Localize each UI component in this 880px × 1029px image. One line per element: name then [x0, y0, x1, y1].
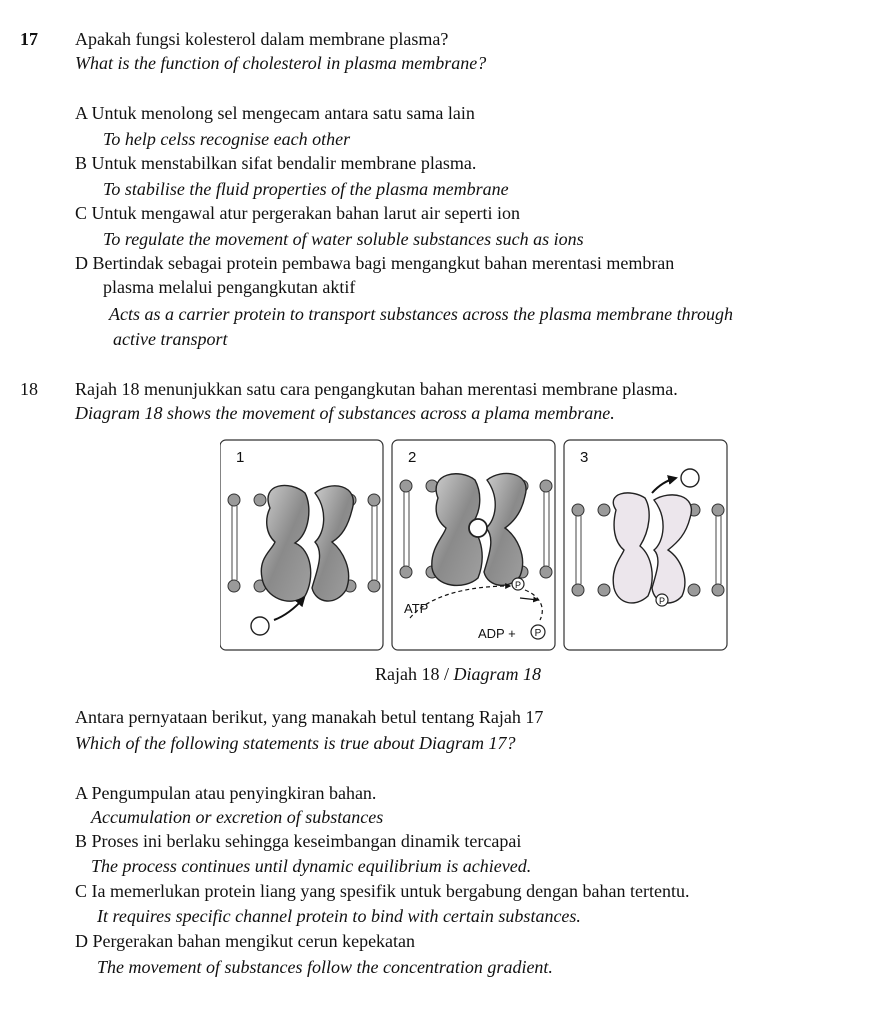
q17-option-b-en: To stabilise the fluid properties of the plasma membrane [103, 179, 509, 199]
q18-option-a-ms: A Pengumpulan atau penyingkiran bahan. [75, 783, 377, 803]
diagram-caption-ms: Rajah 18 / [375, 664, 454, 684]
q18-option-c-en: It requires specific channel protein to bind with certain substances. [97, 906, 581, 926]
q18-option-b-ms: B Proses ini berlaku sehingga keseimbangan dinamik tercapai [75, 831, 522, 851]
question-17-text-ms: Apakah fungsi kolesterol dalam membrane plasma? [75, 29, 449, 49]
q18-option-a-en: Accumulation or excretion of substances [91, 807, 384, 827]
phosphate-label-panel3: P [658, 596, 666, 606]
q17-option-a-ms: A Untuk menolong sel mengecam antara satu sama lain [75, 103, 475, 123]
q17-option-b-ms: B Untuk menstabilkan sifat bendalir membrane plasma. [75, 153, 477, 173]
diagram-panel-1 [220, 440, 383, 650]
question-17-text-en: What is the function of cholesterol in plasma membrane? [75, 53, 487, 73]
question-18-text-en: Which of the following statements is true about Diagram 17? [75, 733, 516, 753]
diagram-panel-2 [392, 440, 555, 650]
q17-option-c-en: To regulate the movement of water soluble substances such as ions [103, 229, 584, 249]
q17-option-d-ms-line2: plasma melalui pengangkutan aktif [103, 277, 356, 297]
q17-option-d-en-line2: active transport [113, 329, 228, 349]
phosphate-label-released: P [534, 628, 542, 639]
diagram-panel-3 [564, 440, 727, 650]
question-17-number: 17 [20, 29, 38, 49]
question-18-intro-ms: Rajah 18 menunjukkan satu cara pengangkutan bahan merentasi membrane plasma. [75, 379, 678, 399]
q18-option-b-en: The process continues until dynamic equilibrium is achieved. [91, 856, 532, 876]
diagram-caption-en: Diagram 18 [453, 664, 542, 684]
q17-option-d-en: Acts as a carrier protein to transport substances across the plasma membrane through [109, 304, 733, 324]
q17-option-a-en: To help celss recognise each other [103, 129, 351, 149]
diagram-caption [375, 664, 541, 685]
adp-label: ADP + [478, 626, 516, 641]
panel-3-label: 3 [580, 449, 589, 466]
phosphate-label-bound: P [514, 580, 522, 590]
question-18-text-ms: Antara pernyataan berikut, yang manakah betul tentang Rajah 17 [75, 707, 544, 727]
q17-option-c-ms: C Untuk mengawal atur pergerakan bahan larut air seperti ion [75, 203, 521, 223]
q18-option-d-ms: D Pergerakan bahan mengikut cerun kepekatan [75, 931, 416, 951]
question-18-intro-en: Diagram 18 shows the movement of substances across a plama membrane. [75, 403, 615, 423]
q18-option-d-en: The movement of substances follow the concentration gradient. [97, 957, 553, 977]
atp-label: ATP [404, 601, 429, 616]
q17-option-d-ms: D Bertindak sebagai protein pembawa bagi mengangkut bahan merentasi membran [75, 253, 675, 273]
diagram-18 [220, 438, 730, 652]
panel-2-label: 2 [408, 449, 417, 466]
panel-1-label: 1 [236, 449, 245, 466]
question-18-number: 18 [20, 379, 38, 399]
q18-option-c-ms: C Ia memerlukan protein liang yang spesifik untuk bergabung dengan bahan tertentu. [75, 881, 690, 901]
